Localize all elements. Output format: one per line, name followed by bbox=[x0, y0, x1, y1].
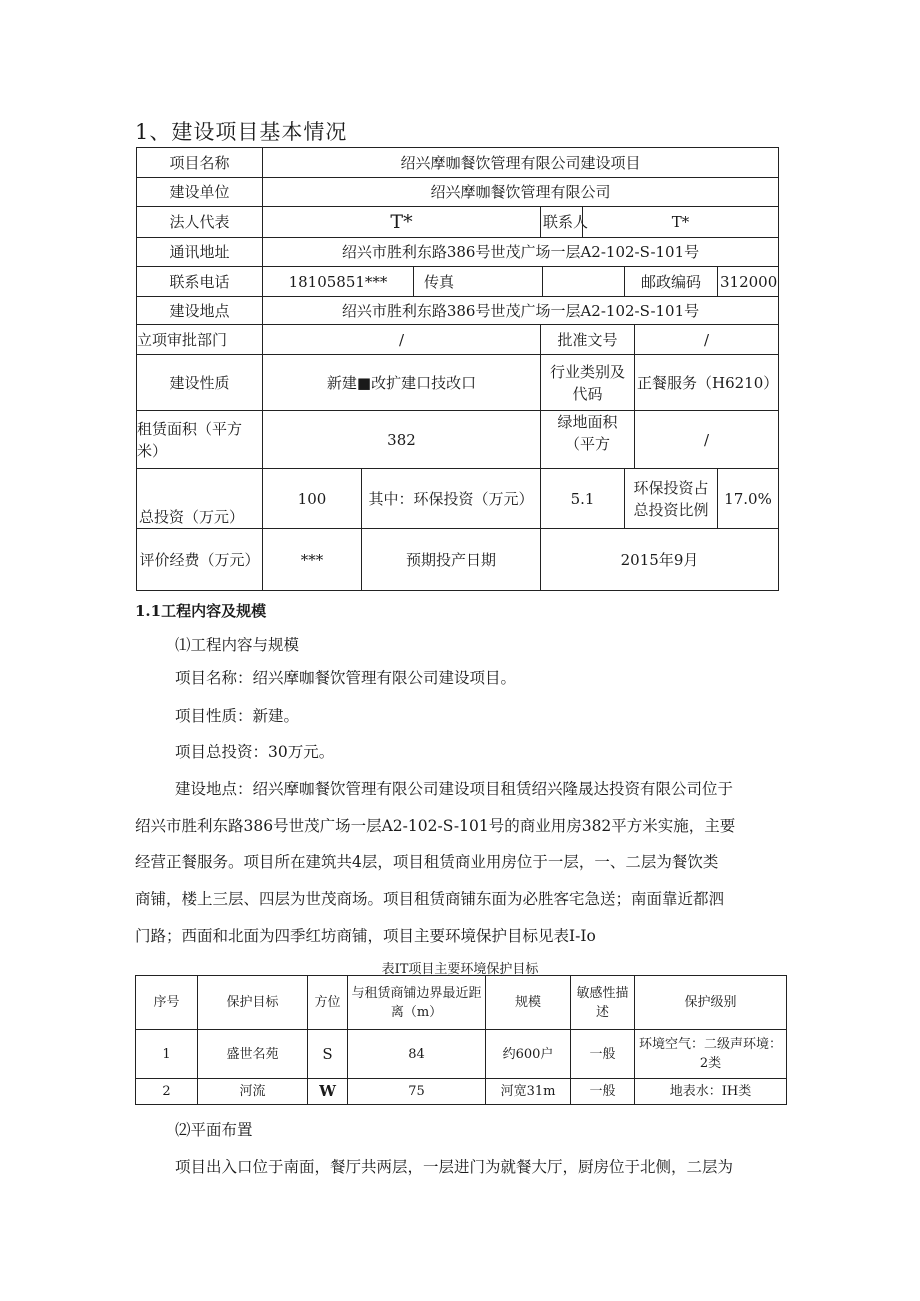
total-invest-label: 总投资（万元） bbox=[137, 469, 263, 529]
approval-no-label: 批准文号 bbox=[541, 325, 635, 355]
basic-info-table bbox=[136, 147, 779, 591]
env-ratio-label: 环保投资占总投资比例 bbox=[625, 469, 718, 529]
paragraph-project-nature: 项目性质：新建。 bbox=[175, 707, 300, 725]
contact: T* bbox=[583, 207, 779, 238]
cell-direction: S bbox=[308, 1030, 348, 1079]
paragraph-investment: 项目总投资：30万元。 bbox=[175, 743, 335, 761]
approval-no: / bbox=[635, 325, 779, 355]
project-name-label: 项目名称 bbox=[137, 148, 263, 178]
project-name: 绍兴摩咖餐饮管理有限公司建设项目 bbox=[263, 148, 779, 178]
contact-label: 联系人 bbox=[541, 207, 583, 238]
cell-scale: 约600户 bbox=[486, 1030, 571, 1079]
site: 绍兴市胜利东路386号世茂广场一层A2-102-S-101号 bbox=[263, 297, 779, 325]
unit: 绍兴摩咖餐饮管理有限公司 bbox=[263, 178, 779, 207]
paragraph-location-line-2: 绍兴市胜利东路386号世茂广场一层A2-102-S-101号的商业用房382平方米实施，主要 bbox=[135, 817, 736, 835]
site-label: 建设地点 bbox=[137, 297, 263, 325]
header-distance: 与租赁商铺边界最近距离（m） bbox=[348, 976, 486, 1030]
paragraph-layout: 项目出入口位于南面，餐厅共两层，一层进门为就餐大厅，厨房位于北侧，二层为 bbox=[175, 1158, 734, 1176]
postcode: 312000 bbox=[718, 267, 779, 297]
address-label: 通讯地址 bbox=[137, 238, 263, 267]
start-date-label: 预期投产日期 bbox=[362, 529, 541, 591]
table-row bbox=[136, 1079, 787, 1105]
table-caption: 表IT项目主要环境保护目标 bbox=[381, 962, 539, 977]
header-direction: 方位 bbox=[308, 976, 348, 1030]
legal-rep: T* bbox=[263, 207, 541, 238]
address: 绍兴市胜利东路386号世茂广场一层A2-102-S-101号 bbox=[263, 238, 779, 267]
green-area: / bbox=[635, 411, 779, 469]
eval-fee-label: 评价经费（万元） bbox=[137, 529, 263, 591]
cell-level: 环境空气：二级声环境：2类 bbox=[635, 1030, 787, 1079]
start-date: 2015年9月 bbox=[541, 529, 779, 591]
paragraph-location-line-1: 建设地点：绍兴摩咖餐饮管理有限公司建设项目租赁绍兴隆晟达投资有限公司位于 bbox=[175, 780, 734, 798]
paragraph-project-name: 项目名称：绍兴摩咖餐饮管理有限公司建设项目。 bbox=[175, 669, 517, 687]
cell-index: 1 bbox=[136, 1030, 198, 1079]
paragraph-heading-1: ⑴工程内容与规模 bbox=[175, 636, 300, 654]
paragraph-location-line-5: 门路；西面和北面为四季红坊商铺，项目主要环境保护目标见表I-Io bbox=[135, 927, 596, 945]
header-scale: 规模 bbox=[486, 976, 571, 1030]
cell-scale: 河宽31m bbox=[486, 1079, 571, 1105]
section-title: 1、建设项目基本情况 bbox=[135, 120, 348, 144]
industry-label: 行业类别及代码 bbox=[541, 355, 635, 411]
cell-sensitivity: 一般 bbox=[571, 1030, 635, 1079]
cell-distance: 75 bbox=[348, 1079, 486, 1105]
eval-fee: *** bbox=[263, 529, 362, 591]
paragraph-location-line-4: 商铺，楼上三层、四层为世茂商场。项目租赁商铺东面为必胜客宅急送；南面靠近都泗 bbox=[135, 890, 725, 908]
env-invest-label: 其中：环保投资（万元） bbox=[362, 469, 541, 529]
fax-label: 传真 bbox=[414, 267, 543, 297]
cell-sensitivity: 一般 bbox=[571, 1079, 635, 1105]
subsection-title: 1.1工程内容及规模 bbox=[135, 602, 267, 620]
approval-dept: / bbox=[263, 325, 541, 355]
header-sensitivity: 敏感性描述 bbox=[571, 976, 635, 1030]
env-invest: 5.1 bbox=[541, 469, 625, 529]
rent-area-label: 租赁面积（平方米） bbox=[137, 411, 263, 469]
nature-label: 建设性质 bbox=[137, 355, 263, 411]
paragraph-location-line-3: 经营正餐服务。项目所在建筑共4层，项目租赁商业用房位于一层，一、二层为餐饮类 bbox=[135, 853, 719, 871]
env-protection-table bbox=[135, 975, 787, 1105]
cell-level: 地表水：IH类 bbox=[635, 1079, 787, 1105]
header-level: 保护级别 bbox=[635, 976, 787, 1030]
header-index: 序号 bbox=[136, 976, 198, 1030]
paragraph-heading-2: ⑵平面布置 bbox=[175, 1121, 253, 1139]
cell-distance: 84 bbox=[348, 1030, 486, 1079]
env-ratio: 17.0% bbox=[718, 469, 779, 529]
cell-target: 河流 bbox=[198, 1079, 308, 1105]
rent-area: 382 bbox=[263, 411, 541, 469]
approval-dept-label: 立项审批部门 bbox=[137, 325, 263, 355]
phone: 18105851*** bbox=[263, 267, 414, 297]
cell-target: 盛世名苑 bbox=[198, 1030, 308, 1079]
cell-index: 2 bbox=[136, 1079, 198, 1105]
cell-direction: W bbox=[308, 1079, 348, 1105]
postcode-label: 邮政编码 bbox=[625, 267, 718, 297]
table-row bbox=[136, 1030, 787, 1079]
unit-label: 建设单位 bbox=[137, 178, 263, 207]
header-target: 保护目标 bbox=[198, 976, 308, 1030]
phone-label: 联系电话 bbox=[137, 267, 263, 297]
green-area-label: 绿地面积（平方 bbox=[541, 411, 635, 469]
legal-rep-label: 法人代表 bbox=[137, 207, 263, 238]
industry: 正餐服务（H6210） bbox=[635, 355, 779, 411]
total-invest: 100 bbox=[263, 469, 362, 529]
nature: 新建■改扩建口技改口 bbox=[263, 355, 541, 411]
fax bbox=[543, 267, 625, 297]
